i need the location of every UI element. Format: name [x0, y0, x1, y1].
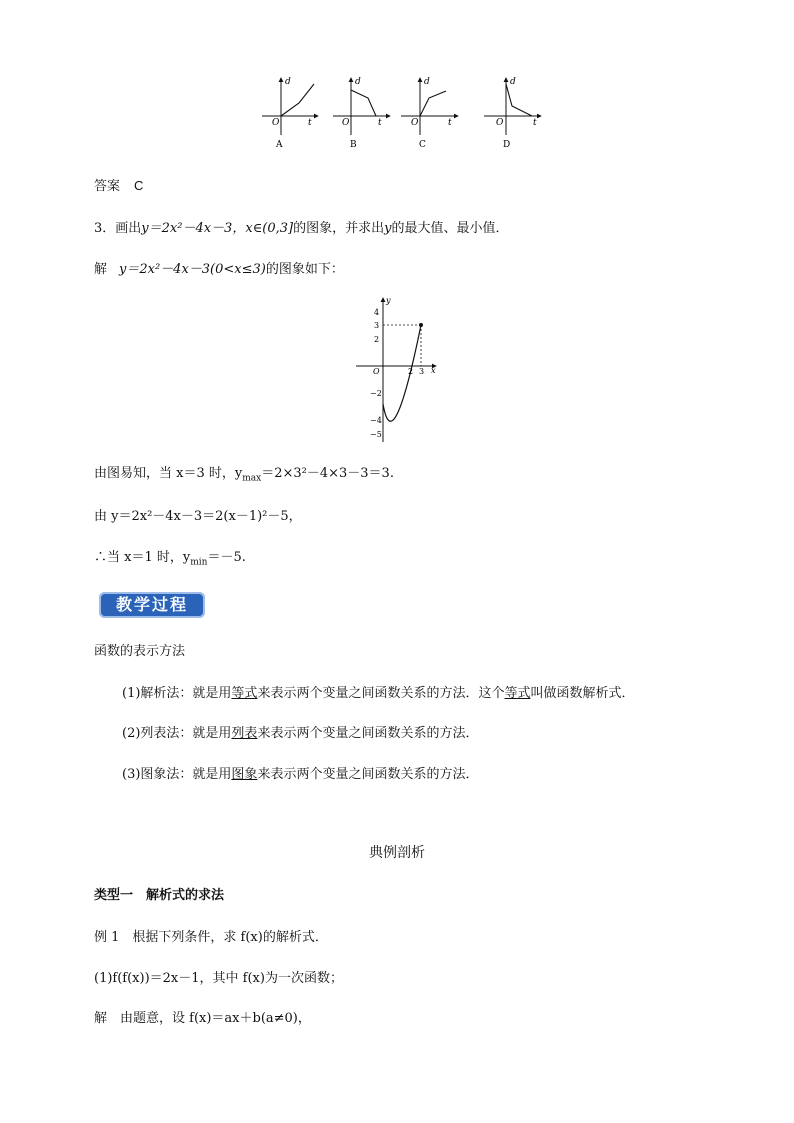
example-1-solution: 解 由题意，设 f(x)＝ax＋b(a≠0)， [94, 1011, 311, 1026]
method-keyword: 图象 [231, 767, 258, 782]
parabola-curve [383, 325, 421, 421]
origin-label: O [411, 118, 419, 128]
option-graphs [0, 0, 794, 160]
question-3 [94, 217, 509, 236]
answer-line [94, 175, 143, 194]
step-subscript: min [190, 557, 208, 568]
step-subscript: max [242, 473, 262, 484]
y-tick: −4 [370, 416, 382, 425]
solution-text: 的图象如下： [265, 262, 344, 277]
y-axis-label: y [386, 296, 391, 305]
method-text: (3)图象法：就是用 [122, 767, 232, 782]
answer-value: C [134, 178, 144, 193]
graph-b [333, 77, 390, 150]
method-keyword: 等式 [504, 686, 531, 701]
axis-d-label: d [510, 77, 516, 87]
method-text: 来表示两个变量之间函数关系的方法． [257, 726, 479, 741]
parabola-graph [0, 292, 794, 452]
step-2 [94, 505, 302, 524]
step-text: ＝2×3²－4×3－3＝3. [261, 466, 394, 481]
step-text: ＝－5. [207, 550, 246, 565]
methods-title: 函数的表示方法 [94, 644, 186, 659]
y-tick: 2 [374, 335, 380, 344]
method-text: 来表示两个变量之间函数关系的方法． [257, 767, 479, 782]
origin-label: O [342, 118, 350, 128]
solution-label: 解 [94, 262, 108, 277]
section-title-badge: 教学过程 [99, 592, 205, 618]
example-1-title: 例 1 根据下列条件，求 f(x)的解析式． [94, 930, 328, 945]
step-text: 由 y＝2x²－4x－3＝2(x－1)²－5， [94, 509, 302, 524]
question-number: 3． [94, 221, 116, 236]
method-keyword: 列表 [231, 726, 258, 741]
axis-d-label: d [285, 77, 291, 87]
question-text: 画出 [115, 221, 142, 236]
graph-a [262, 77, 318, 150]
step-3 [94, 546, 246, 568]
axis-t-label: t [533, 118, 537, 128]
graph-c [401, 77, 458, 150]
axis-d-label: d [424, 77, 430, 87]
y-tick: −2 [370, 389, 382, 398]
endpoint [419, 323, 423, 327]
option-label-c: C [419, 140, 426, 150]
origin-label: O [373, 367, 380, 376]
y-tick: −5 [370, 430, 382, 439]
option-label-b: B [350, 140, 357, 150]
option-label-d: D [503, 140, 511, 150]
question-text: 的最大值、最小值． [391, 221, 509, 236]
y-tick: 4 [374, 308, 380, 317]
method-2 [122, 722, 478, 741]
question-text: 的图象，并求出 [293, 221, 385, 236]
type-heading: 类型一 解析式的求法 [94, 888, 225, 903]
method-3 [122, 763, 478, 782]
x-tick: 3 [419, 367, 425, 376]
y-tick: 3 [374, 321, 380, 330]
solution-intro [94, 258, 344, 277]
example-heading: 典例剖析 [369, 845, 425, 861]
x-axis-label: x [431, 366, 436, 375]
step-text: ∴当 x＝1 时，y [94, 550, 191, 565]
method-text: (2)列表法：就是用 [122, 726, 232, 741]
example-1-part-1: (1)f(f(x))＝2x－1，其中 f(x)为一次函数； [94, 971, 343, 986]
method-keyword: 等式 [231, 686, 258, 701]
question-variable: y [384, 221, 392, 236]
graph-d [484, 77, 541, 150]
step-text: 由图易知，当 x＝3 时，y [94, 466, 243, 481]
option-label-a: A [276, 140, 283, 150]
axis-t-label: t [448, 118, 452, 128]
axis-t-label: t [308, 118, 312, 128]
origin-label: O [272, 118, 280, 128]
solution-expression: y＝2x²－4x－3(0<x≤3) [119, 262, 266, 277]
x-tick: 2 [408, 367, 414, 376]
method-text: 叫做函数解析式． [530, 686, 635, 701]
method-1 [122, 682, 634, 701]
method-text: 来表示两个变量之间函数关系的方法．这个 [257, 686, 505, 701]
axis-t-label: t [378, 118, 382, 128]
method-text: (1)解析法：就是用 [122, 686, 232, 701]
question-expression: y＝2x²－4x－3，x∈(0,3] [141, 221, 294, 236]
axis-d-label: d [355, 77, 361, 87]
answer-label: 答案 [94, 179, 121, 194]
step-1 [94, 462, 394, 484]
origin-label: O [496, 118, 504, 128]
